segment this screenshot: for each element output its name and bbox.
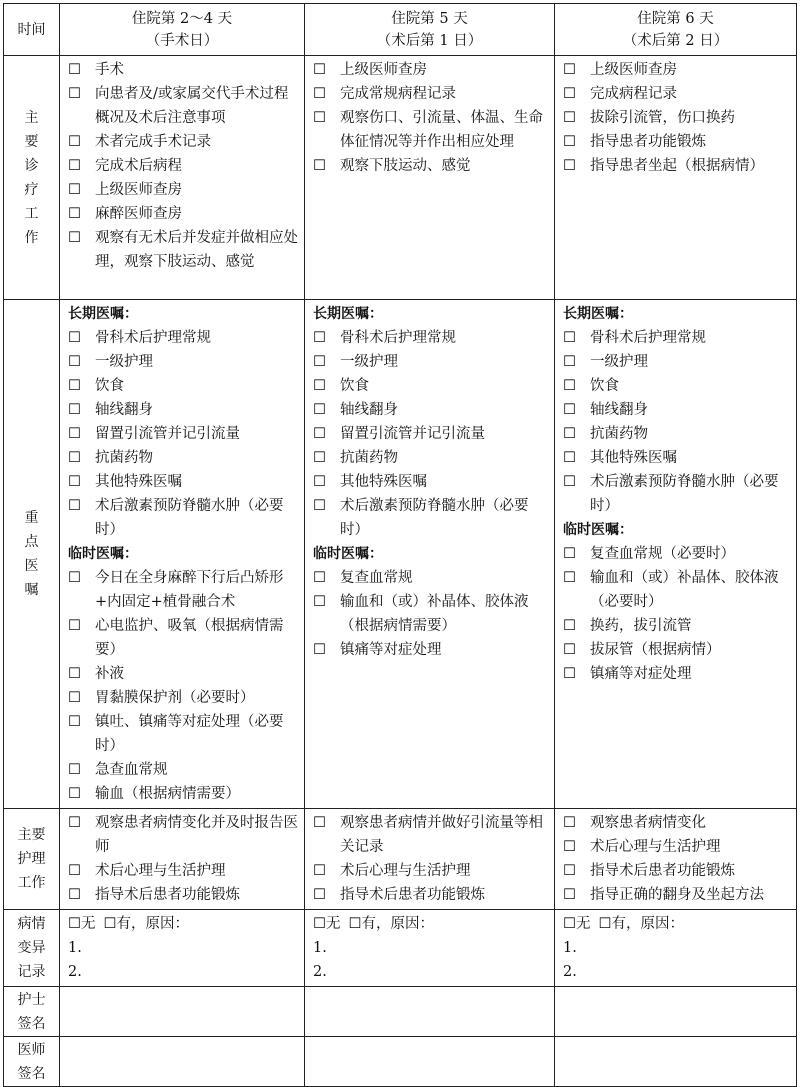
- checklist-item[interactable]: [64, 662, 300, 686]
- checklist-item[interactable]: [64, 494, 300, 542]
- time-header: 时间: [4, 4, 60, 56]
- item-text: 拔除引流管，伤口换药: [590, 110, 735, 126]
- checkbox-icon[interactable]: ☐: [563, 110, 576, 126]
- checkbox-icon[interactable]: ☐: [68, 690, 81, 706]
- row-label-text: 重 点 医 嘱: [24, 510, 39, 598]
- checklist-item[interactable]: [559, 662, 792, 686]
- item-text: 其他特殊医嘱: [340, 474, 427, 490]
- item-text: 术后激素预防脊髓水肿（必要时）: [340, 498, 529, 538]
- variation-choice[interactable]: [309, 912, 550, 936]
- row-label-main-diag: [4, 56, 60, 300]
- row-label-text: 病情 变异 记录: [17, 916, 46, 980]
- checkbox-icon[interactable]: ☐: [68, 863, 81, 879]
- checklist-item[interactable]: [559, 859, 792, 883]
- checkbox-icon[interactable]: ☐: [563, 158, 576, 174]
- checklist-item[interactable]: [64, 782, 300, 806]
- checkbox-icon[interactable]: ☐: [68, 86, 81, 102]
- item-text: 其他特殊医嘱: [590, 450, 677, 466]
- section-heading: 长期医嘱：: [313, 306, 383, 322]
- checklist-item[interactable]: [64, 710, 300, 758]
- item-text: 术者完成手术记录: [95, 134, 211, 150]
- item-text: 指导正确的翻身及坐起方法: [590, 887, 764, 903]
- item-text: 抗菌药物: [95, 450, 153, 466]
- item-text: 骨科术后护理常规: [590, 330, 706, 346]
- section-heading: 临时医嘱：: [68, 546, 138, 562]
- row-label-variation: [4, 910, 60, 987]
- item-text: 完成术后病程: [95, 158, 182, 174]
- checklist-item[interactable]: [64, 758, 300, 782]
- orders-cell-3: [555, 300, 797, 809]
- checkbox-icon[interactable]: ☐: [313, 570, 326, 586]
- doctor-sign-cell-3[interactable]: [555, 1037, 797, 1087]
- checkbox-icon[interactable]: ☐: [563, 570, 576, 586]
- variation-cell-2: [305, 910, 555, 987]
- checkbox-icon[interactable]: ☐: [563, 86, 576, 102]
- col-subtitle: （术后第 1 日）: [376, 32, 483, 49]
- item-text: 其他特殊医嘱: [95, 474, 182, 490]
- row-label-text: 主 要 诊 疗 工 作: [24, 109, 39, 246]
- item-text: 抗菌药物: [590, 426, 648, 442]
- variation-yes[interactable]: ☐有，原因：: [348, 916, 434, 932]
- variation-choice[interactable]: [559, 912, 792, 936]
- col-header-2: [305, 4, 555, 56]
- checkbox-icon[interactable]: ☐: [563, 815, 576, 831]
- checklist-item[interactable]: [309, 350, 550, 374]
- item-text: 骨科术后护理常规: [95, 330, 211, 346]
- item-text: 输血（根据病情需要）: [95, 786, 240, 802]
- checklist-item[interactable]: [64, 811, 300, 859]
- item-text: 术后心理与生活护理: [95, 863, 226, 879]
- col-header-3: [555, 4, 797, 56]
- variation-reason-line[interactable]: 2.: [68, 964, 82, 980]
- checkbox-icon[interactable]: ☐: [313, 158, 326, 174]
- variation-row: [4, 910, 797, 987]
- checklist-item[interactable]: [309, 326, 550, 350]
- checklist-item[interactable]: [559, 154, 792, 178]
- variation-reason-line[interactable]: 1.: [313, 940, 327, 956]
- nursing-cell-1: [60, 809, 305, 910]
- item-text: 观察有无术后并发症并做相应处理，观察下肢运动、感觉: [95, 230, 298, 270]
- row-label-text: 医师 签名: [17, 1041, 46, 1082]
- checklist-item[interactable]: [309, 422, 550, 446]
- nursing-row: [4, 809, 797, 910]
- checkbox-icon[interactable]: ☐: [68, 62, 81, 78]
- checkbox-icon[interactable]: ☐: [563, 330, 576, 346]
- item-text: 心电监护、吸氧（根据病情需要）: [95, 618, 284, 658]
- checklist-item[interactable]: [64, 226, 300, 274]
- checklist-item[interactable]: [559, 398, 792, 422]
- checkbox-icon[interactable]: ☐: [68, 330, 81, 346]
- checkbox-icon[interactable]: ☐: [563, 378, 576, 394]
- checklist-item[interactable]: [559, 326, 792, 350]
- checklist-item[interactable]: [64, 883, 300, 907]
- checklist-item[interactable]: [559, 422, 792, 446]
- checkbox-icon[interactable]: ☐: [68, 714, 81, 730]
- item-text: 术后心理与生活护理: [340, 863, 471, 879]
- checklist-item[interactable]: [309, 638, 550, 662]
- checkbox-icon[interactable]: ☐: [563, 402, 576, 418]
- item-text: 急查血常规: [95, 762, 168, 778]
- item-text: 上级医师查房: [590, 62, 677, 78]
- checklist-item[interactable]: [559, 106, 792, 130]
- checklist-item[interactable]: [559, 350, 792, 374]
- checklist-item[interactable]: [559, 566, 792, 614]
- item-text: 上级医师查房: [95, 182, 182, 198]
- variation-choice[interactable]: [64, 912, 300, 936]
- doctor-sign-row: [4, 1037, 797, 1087]
- checkbox-icon[interactable]: ☐: [68, 354, 81, 370]
- item-text: 镇痛等对症处理: [340, 642, 442, 658]
- variation-reason-line[interactable]: 1.: [563, 940, 577, 956]
- checkbox-icon[interactable]: ☐: [313, 863, 326, 879]
- checklist-item[interactable]: [309, 106, 550, 154]
- checklist-item[interactable]: [559, 446, 792, 470]
- checkbox-icon[interactable]: ☐: [68, 402, 81, 418]
- checkbox-icon[interactable]: ☐: [68, 182, 81, 198]
- variation-cell-3: [555, 910, 797, 987]
- checkbox-icon[interactable]: ☐: [68, 498, 81, 514]
- item-text: 术后激素预防脊髓水肿（必要时）: [95, 498, 284, 538]
- checklist-item[interactable]: [64, 350, 300, 374]
- item-text: 麻醉医师查房: [95, 206, 182, 222]
- checklist-item[interactable]: [309, 82, 550, 106]
- col-subtitle: （术后第 2 日）: [622, 32, 729, 49]
- item-text: 指导患者坐起（根据病情）: [590, 158, 764, 174]
- checkbox-icon[interactable]: ☐: [313, 815, 326, 831]
- checkbox-icon[interactable]: ☐: [68, 426, 81, 442]
- col-title: 住院第 5 天: [391, 10, 468, 27]
- variation-yes[interactable]: ☐有，原因：: [103, 916, 189, 932]
- checklist-item[interactable]: [64, 398, 300, 422]
- item-text: 一级护理: [590, 354, 648, 370]
- checkbox-icon[interactable]: ☐: [313, 426, 326, 442]
- checklist-item[interactable]: [64, 470, 300, 494]
- checklist-item[interactable]: [309, 398, 550, 422]
- clinical-pathway-table: [3, 3, 797, 1087]
- checklist-item[interactable]: [559, 58, 792, 82]
- item-text: 指导术后患者功能锻炼: [340, 887, 485, 903]
- checkbox-icon[interactable]: ☐: [68, 786, 81, 802]
- item-text: 留置引流管并记引流量: [340, 426, 485, 442]
- nurse-sign-row: [4, 987, 797, 1037]
- variation-cell-1: [60, 910, 305, 987]
- checklist-item[interactable]: [64, 130, 300, 154]
- nurse-sign-cell-3[interactable]: [555, 987, 797, 1037]
- checkbox-icon[interactable]: ☐: [563, 474, 576, 490]
- checkbox-icon[interactable]: ☐: [68, 762, 81, 778]
- variation-yes[interactable]: ☐有，原因：: [598, 916, 684, 932]
- item-text: 今日在全身麻醉下行后凸矫形+内固定+植骨融合术: [95, 570, 284, 610]
- item-text: 胃黏膜保护剂（必要时）: [95, 690, 255, 706]
- main-diag-cell-3: [555, 56, 797, 300]
- checkbox-icon[interactable]: ☐: [68, 134, 81, 150]
- checklist-item[interactable]: [559, 82, 792, 106]
- checkbox-icon[interactable]: ☐: [563, 450, 576, 466]
- row-label-nurse-sign: [4, 987, 60, 1037]
- checklist-item[interactable]: [559, 542, 792, 566]
- checkbox-icon[interactable]: ☐: [68, 815, 81, 831]
- orders-cell-1: [60, 300, 305, 809]
- checkbox-icon[interactable]: ☐: [68, 230, 81, 246]
- checklist-item[interactable]: [559, 835, 792, 859]
- item-text: 饮食: [590, 378, 619, 394]
- checklist-item[interactable]: [309, 494, 550, 542]
- checklist-item[interactable]: [309, 154, 550, 178]
- header-row: [4, 4, 797, 56]
- variation-none[interactable]: ☐无: [313, 916, 341, 932]
- checkbox-icon[interactable]: ☐: [313, 110, 326, 126]
- checkbox-icon[interactable]: ☐: [313, 887, 326, 903]
- item-text: 手术: [95, 62, 124, 78]
- section-heading: 临时医嘱：: [313, 546, 383, 562]
- variation-none[interactable]: ☐无: [68, 916, 96, 932]
- checklist-item[interactable]: [64, 374, 300, 398]
- checkbox-icon[interactable]: ☐: [563, 546, 576, 562]
- checklist-item[interactable]: [64, 154, 300, 178]
- checkbox-icon[interactable]: ☐: [313, 378, 326, 394]
- checklist-item[interactable]: [309, 883, 550, 907]
- item-text: 复查血常规（必要时）: [590, 546, 735, 562]
- checkbox-icon[interactable]: ☐: [68, 378, 81, 394]
- checkbox-icon[interactable]: ☐: [313, 594, 326, 610]
- item-text: 指导术后患者功能锻炼: [590, 863, 735, 879]
- item-text: 观察下肢运动、感觉: [340, 158, 471, 174]
- checkbox-icon[interactable]: ☐: [313, 86, 326, 102]
- checklist-item[interactable]: [559, 638, 792, 662]
- checkbox-icon[interactable]: ☐: [313, 642, 326, 658]
- checklist-item[interactable]: [64, 422, 300, 446]
- section-heading: 长期医嘱：: [68, 306, 138, 322]
- checklist-item[interactable]: [559, 883, 792, 907]
- checklist-item[interactable]: [309, 58, 550, 82]
- nursing-cell-2: [305, 809, 555, 910]
- item-text: 一级护理: [95, 354, 153, 370]
- checklist-item[interactable]: [559, 811, 792, 835]
- checkbox-icon[interactable]: ☐: [68, 618, 81, 634]
- item-text: 术后心理与生活护理: [590, 839, 721, 855]
- checkbox-icon[interactable]: ☐: [68, 666, 81, 682]
- checkbox-icon[interactable]: ☐: [68, 158, 81, 174]
- item-text: 指导患者功能锻炼: [590, 134, 706, 150]
- checkbox-icon[interactable]: ☐: [68, 206, 81, 222]
- col-subtitle: （手术日）: [145, 32, 219, 49]
- checkbox-icon[interactable]: ☐: [563, 134, 576, 150]
- item-text: 轴线翻身: [590, 402, 648, 418]
- checklist-item[interactable]: [309, 811, 550, 859]
- checkbox-icon[interactable]: ☐: [563, 887, 576, 903]
- section-heading: 长期医嘱：: [563, 306, 633, 322]
- item-text: 输血和（或）补晶体、胶体液（根据病情需要）: [340, 594, 529, 634]
- item-text: 观察伤口、引流量、体温、生命体征情况等并作出相应处理: [340, 110, 543, 150]
- checkbox-icon[interactable]: ☐: [313, 450, 326, 466]
- col-title: 住院第 6 天: [637, 10, 714, 27]
- checklist-item[interactable]: [64, 326, 300, 350]
- section-heading: 临时医嘱：: [563, 522, 633, 538]
- checklist-item[interactable]: [559, 470, 792, 518]
- row-label-doctor-sign: [4, 1037, 60, 1087]
- nurse-sign-cell-2[interactable]: [305, 987, 555, 1037]
- item-text: 上级医师查房: [340, 62, 427, 78]
- checklist-item[interactable]: [64, 686, 300, 710]
- checklist-item[interactable]: [64, 202, 300, 226]
- checkbox-icon[interactable]: ☐: [563, 839, 576, 855]
- checklist-item[interactable]: [559, 374, 792, 398]
- item-text: 抗菌药物: [340, 450, 398, 466]
- row-label-nursing: [4, 809, 60, 910]
- doctor-sign-cell-2[interactable]: [305, 1037, 555, 1087]
- item-text: 补液: [95, 666, 124, 682]
- checklist-item[interactable]: [559, 130, 792, 154]
- checkbox-icon[interactable]: ☐: [563, 62, 576, 78]
- item-text: 轴线翻身: [95, 402, 153, 418]
- checklist-item[interactable]: [309, 470, 550, 494]
- doctor-sign-cell-1[interactable]: [60, 1037, 305, 1087]
- checkbox-icon[interactable]: ☐: [563, 863, 576, 879]
- checklist-item[interactable]: [309, 590, 550, 638]
- item-text: 一级护理: [340, 354, 398, 370]
- item-text: 观察患者病情并做好引流量等相关记录: [340, 815, 543, 855]
- checkbox-icon[interactable]: ☐: [313, 498, 326, 514]
- item-text: 镇吐、镇痛等对症处理（必要时）: [95, 714, 284, 754]
- item-text: 饮食: [95, 378, 124, 394]
- checklist-item[interactable]: [309, 859, 550, 883]
- checklist-item[interactable]: [309, 446, 550, 470]
- checklist-item[interactable]: [309, 566, 550, 590]
- variation-reason-line[interactable]: 1.: [68, 940, 82, 956]
- item-text: 拔尿管（根据病情）: [590, 642, 721, 658]
- item-text: 骨科术后护理常规: [340, 330, 456, 346]
- checklist-item[interactable]: [309, 374, 550, 398]
- checklist-item[interactable]: [64, 82, 300, 130]
- item-text: 完成常规病程记录: [340, 86, 456, 102]
- main-diag-cell-1: [60, 56, 305, 300]
- checklist-item[interactable]: [64, 446, 300, 470]
- row-label-text: 主要 护理 工作: [17, 827, 46, 891]
- checkbox-icon[interactable]: ☐: [563, 618, 576, 634]
- main-diag-cell-2: [305, 56, 555, 300]
- nurse-sign-cell-1[interactable]: [60, 987, 305, 1037]
- checkbox-icon[interactable]: ☐: [68, 887, 81, 903]
- orders-cell-2: [305, 300, 555, 809]
- checkbox-icon[interactable]: ☐: [68, 450, 81, 466]
- checkbox-icon[interactable]: ☐: [313, 330, 326, 346]
- nursing-cell-3: [555, 809, 797, 910]
- checklist-item[interactable]: [64, 566, 300, 614]
- item-text: 观察患者病情变化并及时报告医师: [95, 815, 298, 855]
- row-label-key-orders: [4, 300, 60, 809]
- checkbox-icon[interactable]: ☐: [313, 402, 326, 418]
- item-text: 换药，拔引流管: [590, 618, 692, 634]
- col-title: 住院第 2～4 天: [131, 10, 233, 27]
- checklist-item[interactable]: [559, 614, 792, 638]
- item-text: 术后激素预防脊髓水肿（必要时）: [590, 474, 779, 514]
- key-orders-row: [4, 300, 797, 809]
- checklist-item[interactable]: [64, 859, 300, 883]
- item-text: 轴线翻身: [340, 402, 398, 418]
- checkbox-icon[interactable]: ☐: [68, 570, 81, 586]
- item-text: 向患者及/或家属交代手术过程概况及术后注意事项: [95, 86, 289, 126]
- checkbox-icon[interactable]: ☐: [563, 426, 576, 442]
- item-text: 复查血常规: [340, 570, 413, 586]
- checkbox-icon[interactable]: ☐: [68, 474, 81, 490]
- item-text: 输血和（或）补晶体、胶体液（必要时）: [590, 570, 779, 610]
- col-header-1: [60, 4, 305, 56]
- item-text: 完成病程记录: [590, 86, 677, 102]
- item-text: 观察患者病情变化: [590, 815, 706, 831]
- variation-none[interactable]: ☐无: [563, 916, 591, 932]
- checkbox-icon[interactable]: ☐: [313, 62, 326, 78]
- checklist-item[interactable]: [64, 614, 300, 662]
- variation-reason-line[interactable]: 2.: [313, 964, 327, 980]
- checkbox-icon[interactable]: ☐: [313, 474, 326, 490]
- item-text: 饮食: [340, 378, 369, 394]
- checkbox-icon[interactable]: ☐: [563, 642, 576, 658]
- checkbox-icon[interactable]: ☐: [563, 666, 576, 682]
- item-text: 留置引流管并记引流量: [95, 426, 240, 442]
- variation-reason-line[interactable]: 2.: [563, 964, 577, 980]
- item-text: 指导术后患者功能锻炼: [95, 887, 240, 903]
- item-text: 镇痛等对症处理: [590, 666, 692, 682]
- checkbox-icon[interactable]: ☐: [313, 354, 326, 370]
- main-diag-row: [4, 56, 797, 300]
- checklist-item[interactable]: [64, 178, 300, 202]
- row-label-text: 护士 签名: [17, 991, 46, 1032]
- checklist-item[interactable]: [64, 58, 300, 82]
- checkbox-icon[interactable]: ☐: [563, 354, 576, 370]
